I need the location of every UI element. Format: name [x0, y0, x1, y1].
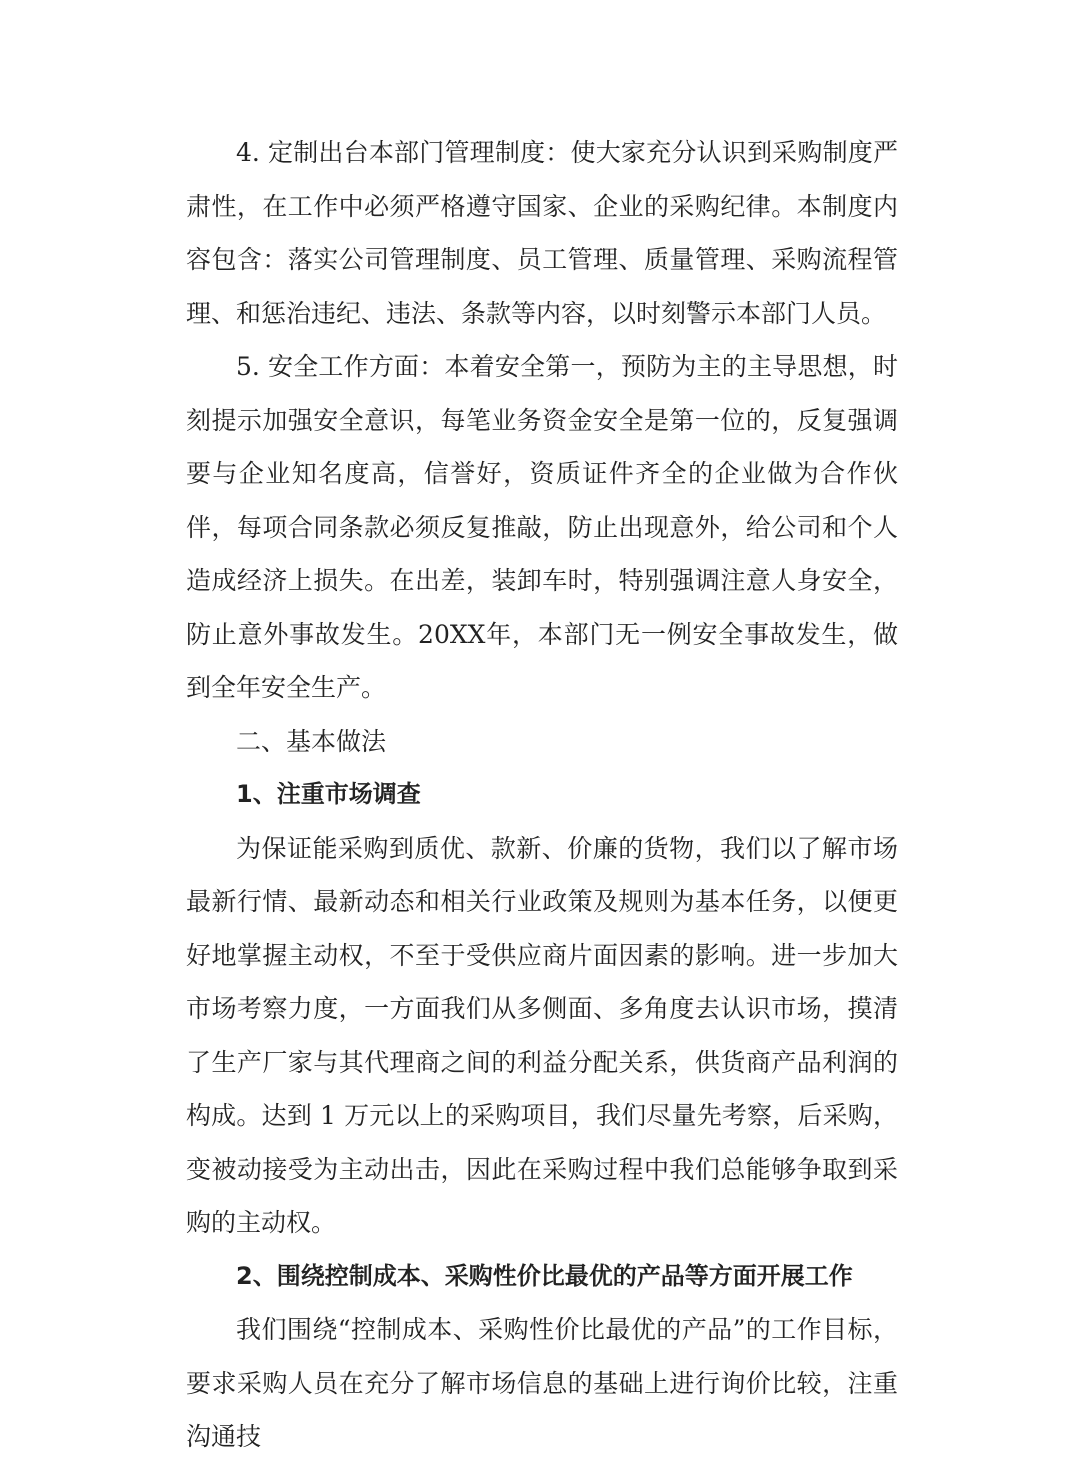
subheading-market-research: 1、注重市场调查	[236, 780, 421, 808]
paragraph-safety-work: 5. 安全工作方面：本着安全第一，预防为主的主导思想，时刻提示加强安全意识，每笔业务资金安全是第一位的，反复强调要与企业知名度高，信誉好，资质证件齐全的企业做为合作伙伴，每项合同条款必须反复推敲，防止出现意外，给公司和个人造成经济上损失。在出差，装卸车时，特别强调注意人身安全，防止意外事故发生。20XX年，本部门无一例安全事故发生，做到全年安全生产。	[186, 352, 898, 702]
section-heading-basic-practices: 二、基本做法	[236, 726, 387, 756]
subheading-cost-control: 2、围绕控制成本、采购性价比最优的产品等方面开展工作	[236, 1261, 853, 1290]
paragraph-management-system: 4. 定制出台本部门管理制度：使大家充分认识到采购制度严肃性，在工作中必须严格遵守国家、企业的采购纪律。本制度内容包含：落实公司管理制度、员工管理、质量管理、采购流程管理、和惩治违纪、违法、条款等内容，以时刻警示本部门人员。	[186, 138, 898, 328]
paragraph-cost-control: 我们围绕“控制成本、采购性价比最优的产品”的工作目标，要求采购人员在充分了解市场信息的基础上进行询价比较，注重沟通技	[186, 1315, 898, 1451]
document-body	[186, 126, 898, 1464]
paragraph-market-research: 为保证能采购到质优、款新、价廉的货物，我们以了解市场最新行情、最新动态和相关行业政策及规则为基本任务，以便更好地掌握主动权，不至于受供应商片面因素的影响。进一步加大市场考察力度，一方面我们从多侧面、多角度去认识市场，摸清了生产厂家与其代理商之间的利益分配关系，供货商产品利润的构成。达到 1 万元以上的采购项目，我们尽量先考察，后采购，变被动接受为主动出击，因此在采购过程中我们总能够争取到采购的主动权。	[186, 833, 898, 1237]
